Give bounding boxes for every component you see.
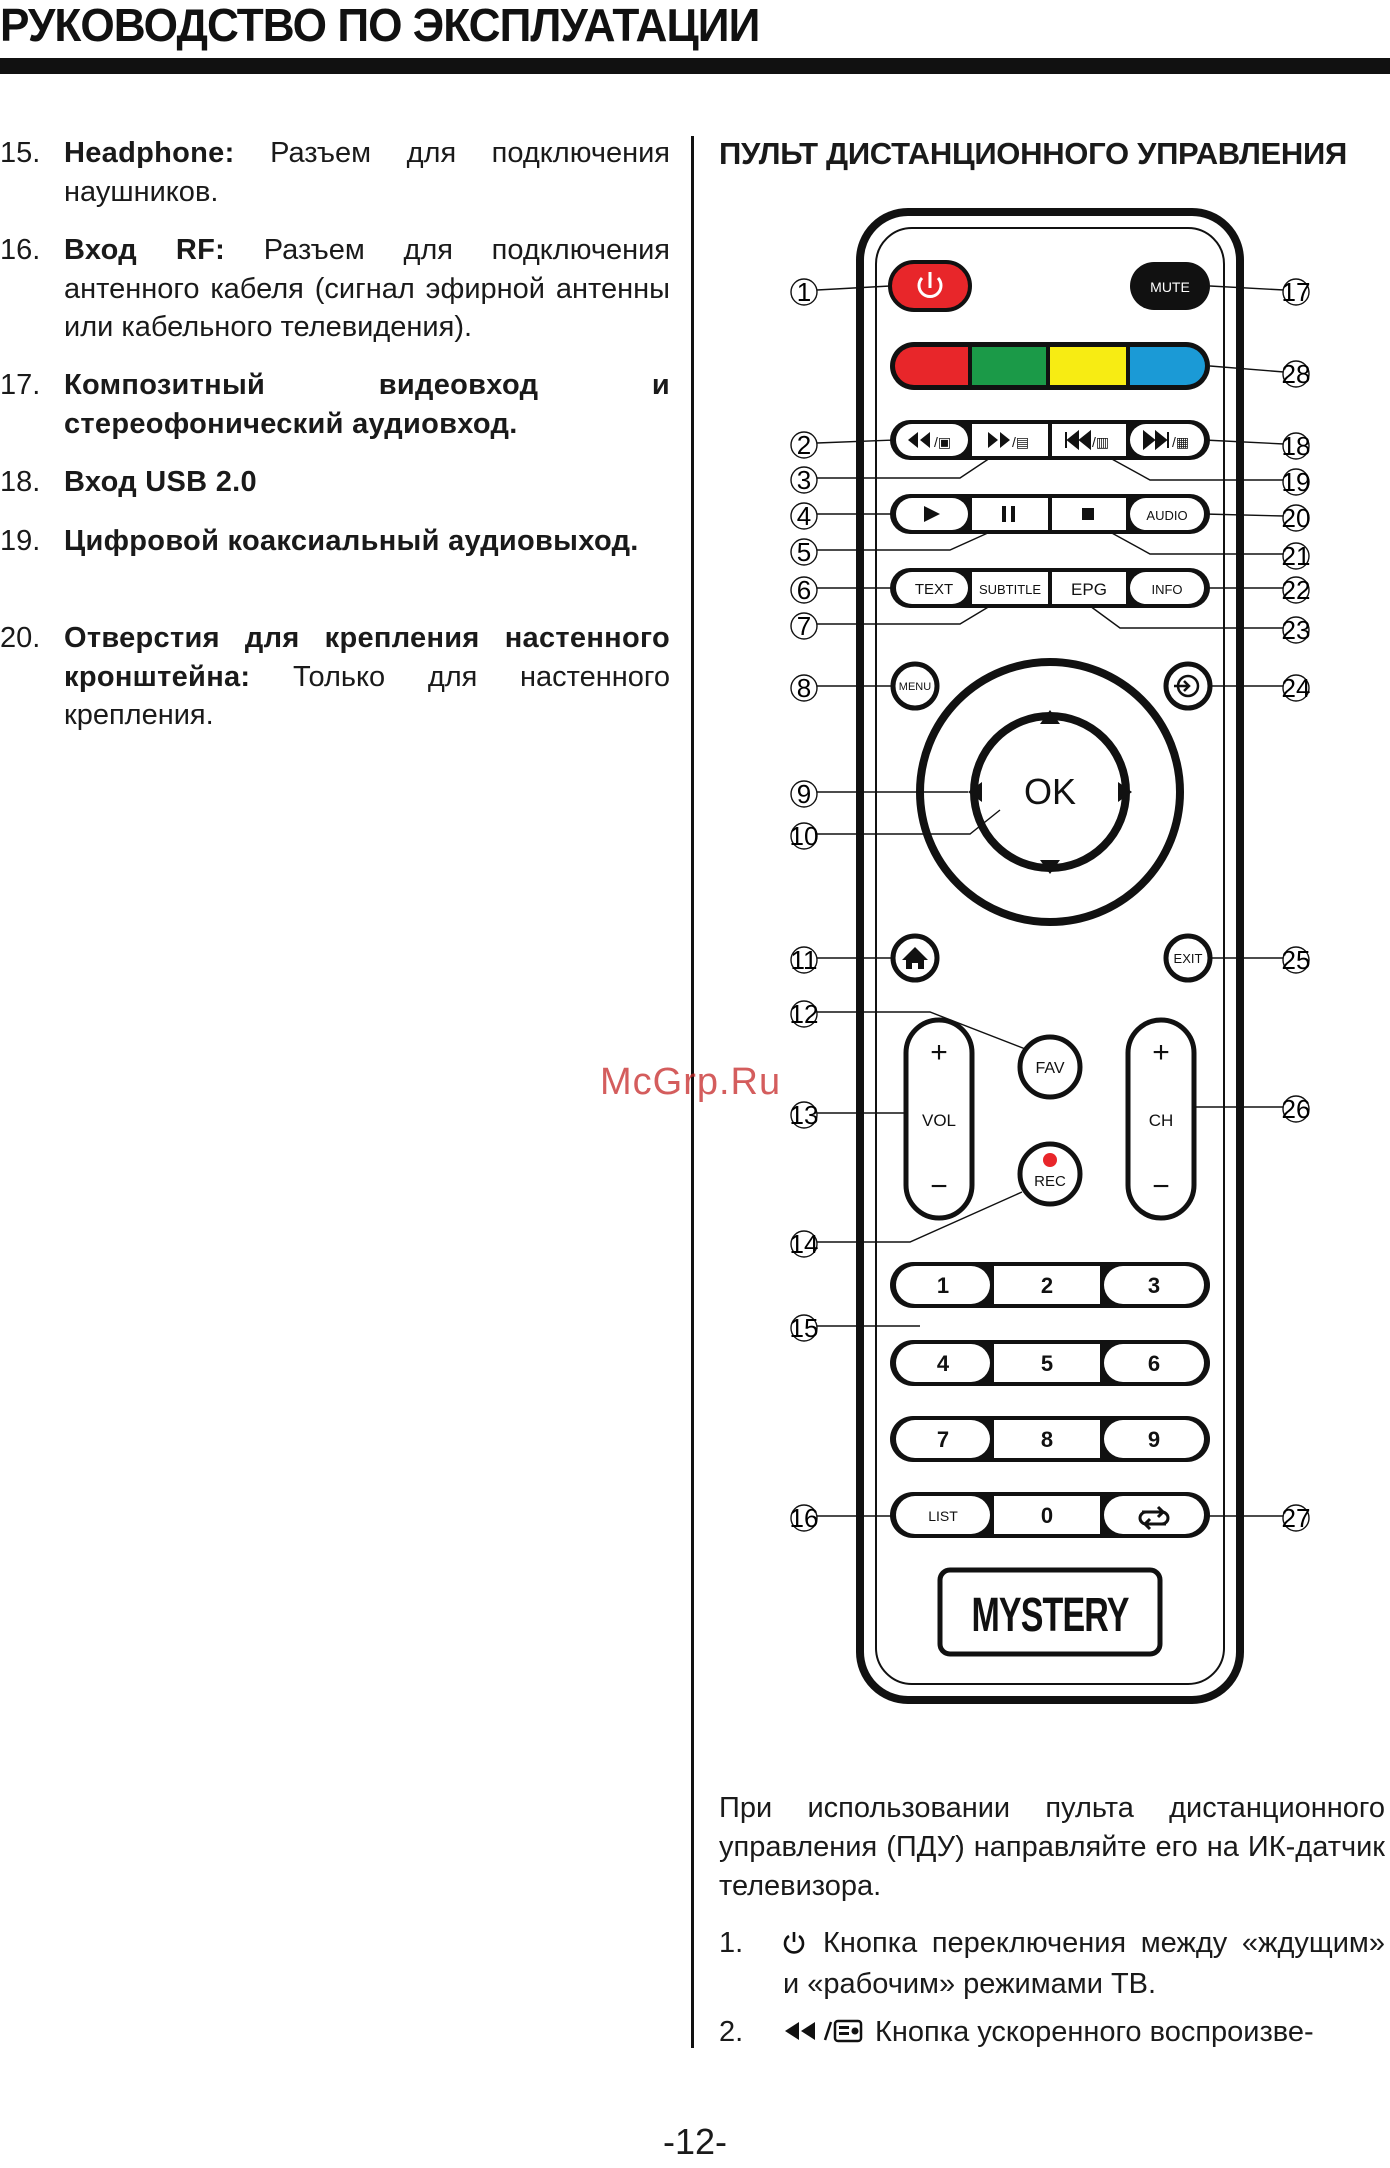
ok-label: OK bbox=[1023, 771, 1077, 812]
digit-3: 3 bbox=[1147, 1273, 1161, 1298]
item-number: 1. bbox=[719, 1927, 744, 1959]
callout-22 bbox=[1282, 575, 1311, 605]
svg-text:13: 13 bbox=[790, 1100, 819, 1130]
fav-button bbox=[1020, 1037, 1080, 1097]
callouts-left bbox=[790, 277, 818, 1533]
item-number: 16. bbox=[0, 234, 41, 266]
exit-button bbox=[1166, 936, 1210, 980]
svg-text:22: 22 bbox=[1281, 575, 1311, 605]
digits-row-1 bbox=[890, 1262, 1210, 1308]
volume-down-label: − bbox=[930, 1170, 948, 1203]
mute-button bbox=[1130, 262, 1210, 310]
item-description: Разъем для подключения наушников. bbox=[64, 137, 670, 208]
color-keys bbox=[890, 342, 1210, 390]
svg-text:8: 8 bbox=[796, 673, 812, 703]
callout-10 bbox=[790, 821, 818, 851]
callout-19 bbox=[1282, 467, 1311, 497]
digit-4: 4 bbox=[936, 1351, 950, 1376]
section-heading: ПУЛЬТ ДИСТАНЦИОННОГО УПРАВЛЕНИЯ bbox=[719, 136, 1347, 171]
epg-label: EPG bbox=[1071, 580, 1107, 599]
callout-24 bbox=[1282, 673, 1311, 703]
digit-7: 7 bbox=[936, 1427, 950, 1452]
callout-20 bbox=[1282, 503, 1311, 533]
record-dot-icon bbox=[1043, 1153, 1057, 1167]
callout-28 bbox=[1282, 359, 1311, 389]
mute-label: MUTE bbox=[1150, 279, 1190, 295]
svg-text:21: 21 bbox=[1281, 541, 1311, 571]
brand-logo bbox=[940, 1570, 1160, 1654]
text-row bbox=[890, 568, 1210, 608]
digit-9: 9 bbox=[1147, 1427, 1161, 1452]
list-label: LIST bbox=[928, 1508, 958, 1524]
callout-15 bbox=[790, 1313, 818, 1343]
svg-text:/▣: /▣ bbox=[934, 434, 952, 450]
svg-text:17: 17 bbox=[1281, 277, 1311, 307]
fav-label: FAV bbox=[1035, 1060, 1065, 1077]
svg-text:4: 4 bbox=[796, 501, 812, 531]
callout-16 bbox=[790, 1503, 818, 1533]
remote-control-diagram bbox=[790, 200, 1350, 1720]
list-item bbox=[0, 619, 670, 735]
item-number: 2. bbox=[719, 2016, 744, 2048]
callout-13 bbox=[790, 1100, 818, 1130]
blue-key bbox=[1130, 347, 1205, 385]
header-rule bbox=[0, 58, 1390, 74]
list-item bbox=[0, 231, 670, 347]
callout-12 bbox=[790, 999, 818, 1029]
digits-row-4 bbox=[890, 1492, 1210, 1538]
callout-14 bbox=[790, 1229, 818, 1259]
callout-23 bbox=[1282, 615, 1311, 645]
power-icon bbox=[783, 1926, 823, 1965]
menu-button bbox=[893, 664, 937, 708]
rewind-teletext-icon bbox=[783, 2016, 875, 2055]
info-label: INFO bbox=[1151, 582, 1183, 597]
home-button bbox=[893, 936, 937, 980]
svg-text:28: 28 bbox=[1281, 359, 1311, 389]
callout-17 bbox=[1282, 277, 1311, 307]
item-term: Цифровой коаксиальный аудиовыход. bbox=[64, 525, 639, 557]
power-button bbox=[890, 262, 970, 310]
callout-2 bbox=[791, 430, 817, 460]
green-key bbox=[972, 347, 1046, 385]
item-number: 15. bbox=[0, 137, 41, 169]
watermark: McGrp.Ru bbox=[600, 1061, 782, 1103]
callout-27 bbox=[1282, 1503, 1311, 1533]
callout-1 bbox=[791, 277, 817, 307]
svg-text:/▥: /▥ bbox=[1092, 434, 1110, 450]
item-number: 18. bbox=[0, 466, 41, 498]
digit-2: 2 bbox=[1040, 1273, 1054, 1298]
brand-text: MYSTERY bbox=[971, 1587, 1129, 1642]
item-number: 17. bbox=[0, 369, 41, 401]
callout-5 bbox=[791, 537, 817, 567]
vol-label: VOL bbox=[921, 1111, 957, 1130]
svg-text:2: 2 bbox=[796, 430, 812, 460]
callout-25 bbox=[1282, 945, 1311, 975]
rec-label: REC bbox=[1034, 1173, 1066, 1190]
svg-text:27: 27 bbox=[1281, 1503, 1311, 1533]
exit-label: EXIT bbox=[1173, 951, 1203, 966]
media-row-1 bbox=[890, 420, 1210, 460]
text-label: TEXT bbox=[914, 581, 954, 598]
volume-rocker bbox=[906, 1020, 972, 1218]
callouts-right bbox=[1282, 277, 1311, 1533]
svg-text:3: 3 bbox=[796, 465, 812, 495]
svg-text:15: 15 bbox=[790, 1313, 819, 1343]
svg-text:1: 1 bbox=[796, 277, 812, 307]
svg-text:/▤: /▤ bbox=[1012, 434, 1030, 450]
audio-label: AUDIO bbox=[1146, 508, 1188, 523]
svg-text:26: 26 bbox=[1281, 1094, 1311, 1124]
digit-6: 6 bbox=[1147, 1351, 1161, 1376]
channel-down-label: − bbox=[1152, 1170, 1170, 1203]
page-title: РУКОВОДСТВО ПО ЭКСПЛУАТАЦИИ bbox=[0, 0, 760, 51]
yellow-key bbox=[1050, 347, 1126, 385]
callout-6 bbox=[791, 575, 817, 605]
callout-4 bbox=[791, 501, 817, 531]
callout-3 bbox=[791, 465, 817, 495]
callout-7 bbox=[791, 611, 817, 641]
callout-18 bbox=[1282, 431, 1311, 461]
item-description: Разъем для подключения антенного кабеля (сигнал эфирной антенны или кабельного телевидения). bbox=[64, 234, 670, 343]
item-term: Headphone: bbox=[64, 137, 235, 169]
channel-rocker bbox=[1128, 1020, 1194, 1218]
svg-text:6: 6 bbox=[796, 575, 812, 605]
svg-text:24: 24 bbox=[1281, 673, 1311, 703]
digits-row-2 bbox=[890, 1340, 1210, 1386]
media-row-2 bbox=[890, 494, 1210, 534]
svg-text:11: 11 bbox=[790, 945, 818, 975]
svg-text:7: 7 bbox=[796, 611, 812, 641]
item-description: Только для настенного крепления. bbox=[64, 660, 670, 731]
item-term: Вход RF: bbox=[64, 234, 226, 266]
menu-label: MENU bbox=[898, 681, 932, 693]
svg-text:16: 16 bbox=[790, 1503, 819, 1533]
list-item bbox=[719, 2013, 1385, 2055]
list-item bbox=[0, 522, 670, 561]
list-item bbox=[719, 1924, 1385, 2004]
svg-text:12: 12 bbox=[790, 999, 819, 1029]
list-item bbox=[0, 463, 670, 502]
list-item bbox=[0, 134, 670, 211]
callout-8 bbox=[791, 673, 817, 703]
digit-1: 1 bbox=[936, 1273, 950, 1298]
stop-icon bbox=[1082, 508, 1094, 520]
input-source-button bbox=[1166, 664, 1210, 708]
rec-button bbox=[1020, 1144, 1080, 1204]
svg-text:20: 20 bbox=[1281, 503, 1311, 533]
ch-label: CH bbox=[1148, 1111, 1174, 1130]
svg-text:18: 18 bbox=[1281, 431, 1311, 461]
digits-row-3 bbox=[890, 1416, 1210, 1462]
svg-text:5: 5 bbox=[796, 537, 812, 567]
item-term: Отверстия для крепления настенного кронштейна: bbox=[64, 622, 670, 693]
item-term: Вход USB 2.0 bbox=[64, 466, 257, 498]
svg-text:25: 25 bbox=[1281, 945, 1311, 975]
item-term: Композитный видеовход и стереофонический аудиовход. bbox=[64, 369, 670, 440]
svg-text:10: 10 bbox=[790, 821, 819, 851]
subtitle-label: SUBTITLE bbox=[978, 582, 1042, 597]
svg-text:/▦: /▦ bbox=[1172, 434, 1190, 450]
digit-8: 8 bbox=[1040, 1427, 1054, 1452]
svg-text:23: 23 bbox=[1281, 615, 1311, 645]
intro-paragraph: При использовании пульта дистанционного управления (ПДУ) направляйте его на ИК-датчик телевизора. bbox=[719, 1792, 1385, 1902]
list-item bbox=[0, 366, 670, 443]
digit-0: 0 bbox=[1040, 1503, 1054, 1528]
item-description: Кнопка переключения между «ждущим» и «рабочим» режимами ТВ. bbox=[783, 1927, 1385, 2000]
callout-11 bbox=[791, 945, 818, 975]
item-number: 19. bbox=[0, 525, 41, 557]
svg-text:9: 9 bbox=[796, 779, 812, 809]
volume-up-label: + bbox=[930, 1036, 948, 1069]
digit-5: 5 bbox=[1040, 1351, 1054, 1376]
item-number: 20. bbox=[0, 622, 41, 654]
svg-text:14: 14 bbox=[790, 1229, 819, 1259]
channel-up-label: + bbox=[1152, 1036, 1170, 1069]
callout-21 bbox=[1282, 541, 1311, 571]
page-number: -12- bbox=[662, 2121, 728, 2162]
callout-9 bbox=[791, 779, 817, 809]
svg-text:19: 19 bbox=[1281, 467, 1311, 497]
red-key bbox=[895, 347, 968, 385]
item-description: Кнопка ускоренного воспроизве- bbox=[875, 2016, 1314, 2048]
callout-26 bbox=[1282, 1094, 1311, 1124]
